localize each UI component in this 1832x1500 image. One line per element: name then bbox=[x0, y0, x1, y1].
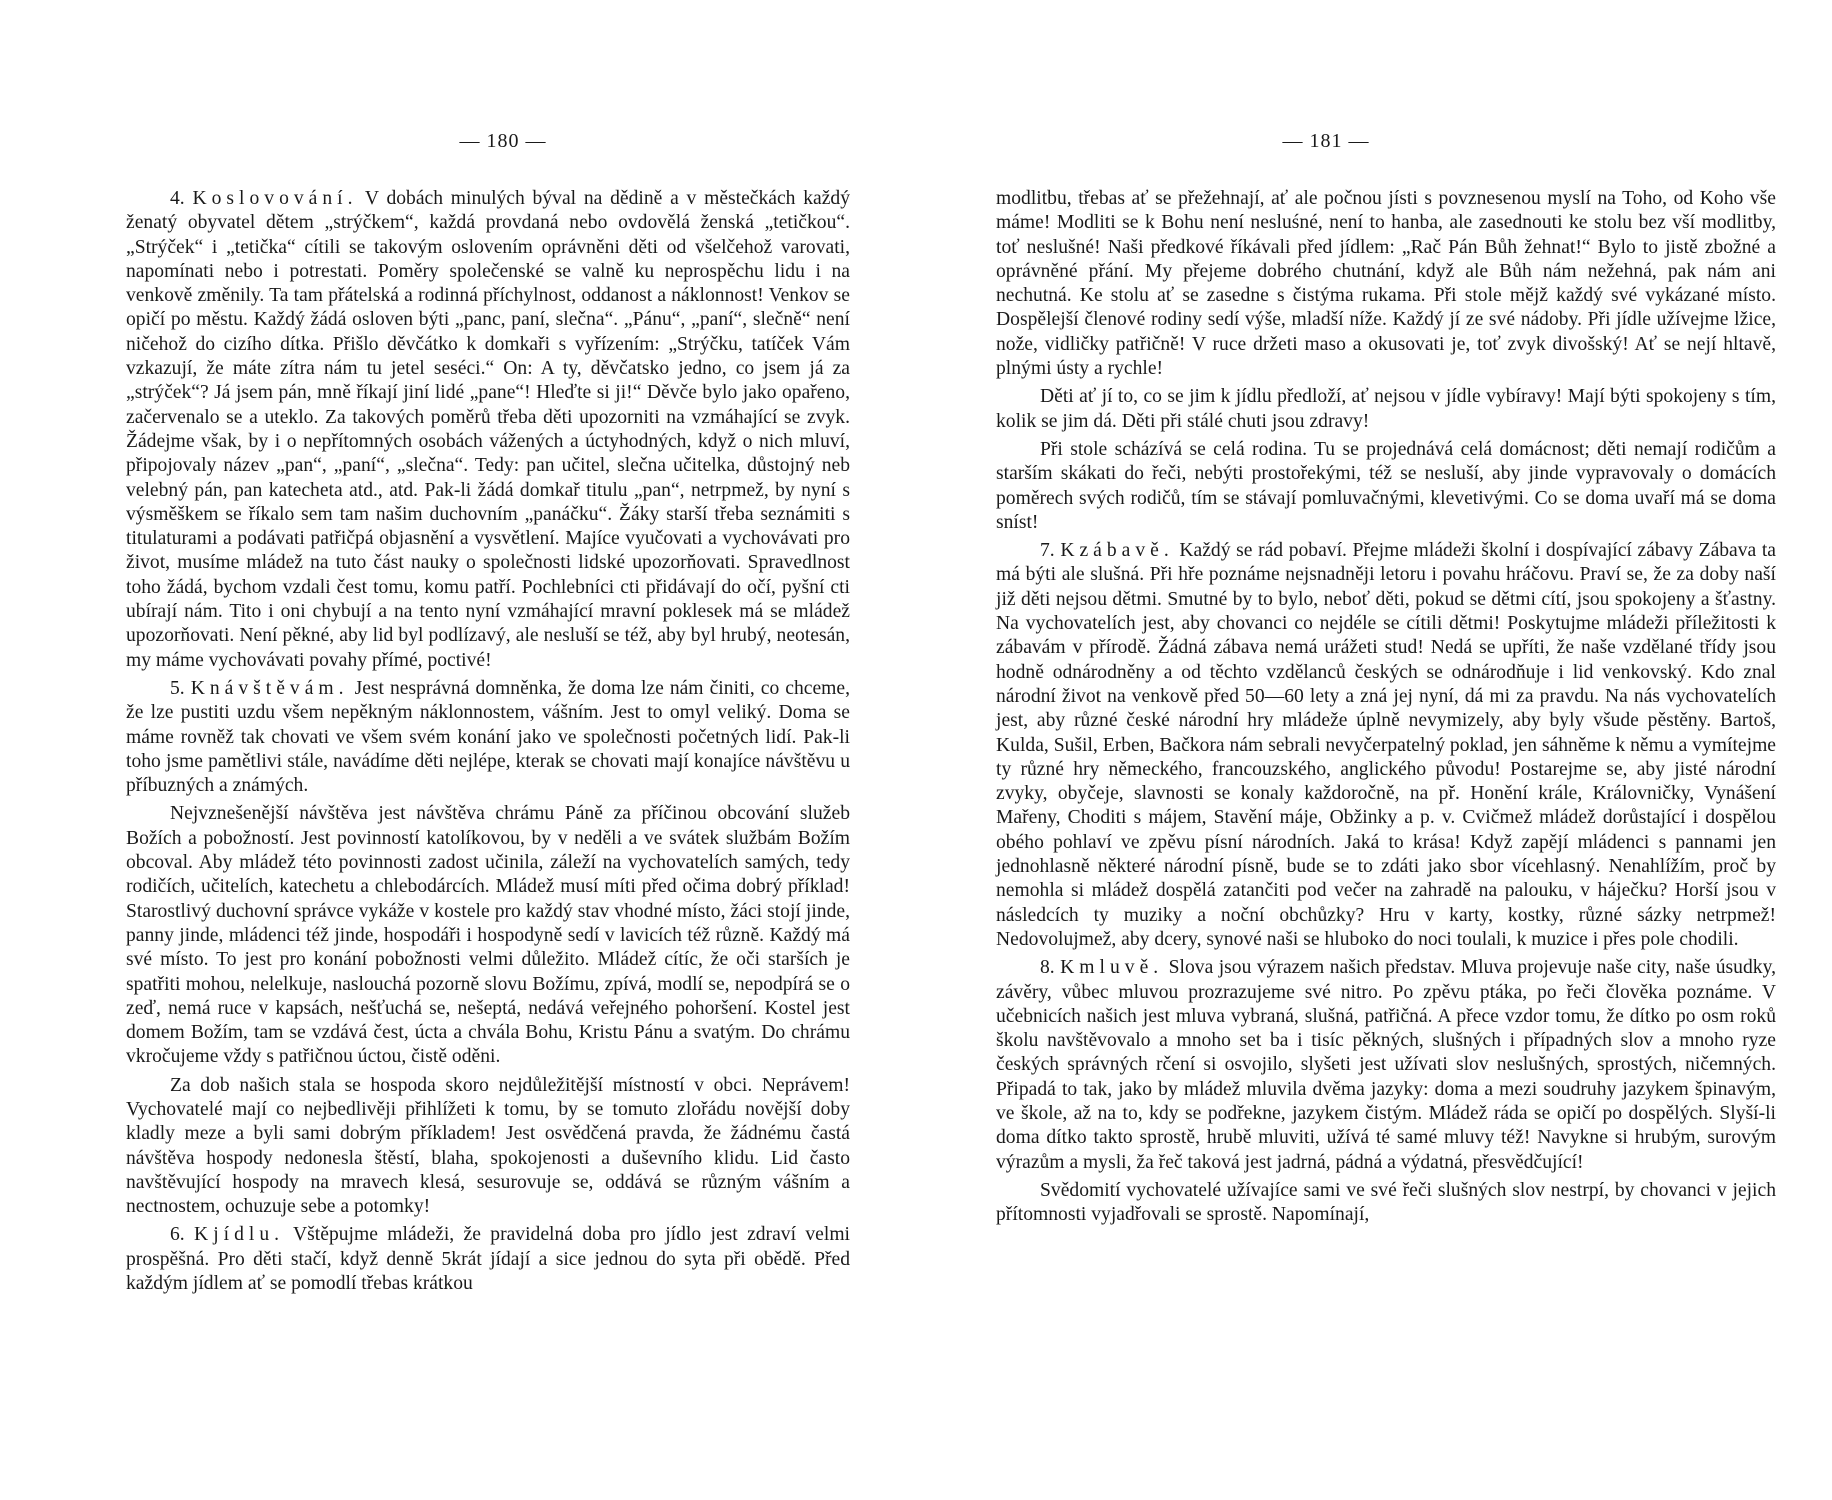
section-heading: Koslovování. bbox=[192, 188, 358, 209]
paragraph bbox=[996, 1179, 1776, 1228]
section-heading: Kmluvě. bbox=[1060, 957, 1164, 979]
section-number: 8. bbox=[1040, 957, 1061, 979]
section-heading: Knávštěvám. bbox=[190, 677, 349, 699]
paragraph-text: Slova jsou výrazem našich představ. Mluva projevuje naše city, naše úsudky, závěry, vůbec mluvou prozrazujeme své nitro. Po zpěvu ptáka, po řeči člověka poznáme. V učebnicích našich jest mluva vybraná, slušná, patřičná. A přece vzdor tomu, že dítko po osm roků školu navštěvovalo a mnoho set ba i tisíc pěkných, slušných i případných slov a mnoho ryze českých správných rčení si osvojilo, slyšeti jest užívati slov neslušných, sprostých, ničemných. Připadá to tak, jako by mládež mluvila dvěma jazyky: doma a mezi soudruhy jazykem špinavým, ve škole, až na to, kdy se podřekne, jazykem čistým. Mládež ráda se opičí po dospělých. Slyší-li doma dítko takto sprostě, hrubě mluviti, užívá té samé mluvy též! Navykne si hrubým, surovým výrazům a mysli, ža řeč taková jest jadrná, pádná a výdatná, přesvědčující! bbox=[996, 957, 1776, 1173]
page-number: — 181 — bbox=[1282, 130, 1370, 152]
paragraph bbox=[126, 677, 850, 798]
paragraph-text: Každý se rád pobaví. Přejme mládeži školní i dospívající zábavy Zábava ta má býti ale slušná. Při hře poznáme nejsnadněji letoru i povahu hráčovu. Praví se, že za doby naší již děti nejsou dětmi. Smutné by to bylo, neboť děti, pokud se dětmi cítí, jsou spokojeny a šťastny. Na vychovatelích jest, aby chovanci co nejdéle se cítili dětmi! Poskytujme mládeži příležitosti k zábavám v přírodě. Žádná zábava nemá urážeti stud! Nedá se upříti, že naše vzdělané třídy jsou hodně odnárodněny a od těchto vzdělanců českých se odnárodňuje i lid venkovský. Kdo znal národní život na venkově před 50—60 lety a zná jej nyní, dá mi za pravdu. Na nás vychovatelích jest, aby různé české národní hry mládeže úplně nevymizely, aby byly všude pěstěny. Bartoš, Kulda, Sušil, Erben, Bačkora nám sebrali nevyčerpatelný poklad, jen sáhněme k němu a vymítejme ty různé hry německého, francouzského, anglického původu! Postarejme se, aby jisté národní zvyky, obyčeje, slavnosti se konaly každoročně, na př. Honění krále, Královničky, Vynášení Mařeny, Choditi s májem, Stavění máje, Obžinky a p. v. Cvičmež mládež dorůstající i dospělou obého pohlaví ve zpěvu písní národních. Jaká to krása! Když zapějí mládenci s pannami jen jednohlasně některé národní písně, bude se to zdáti jako sbor vícehlasný. Nenahlížím, proč by nemohla si mládež dospělá zatančiti pod večer na zahradě na palouku, v háječku? Horší jsou v následcích ty muziky a noční obchůzky? Hru v karty, kostky, různé sázky netrpmež! Nedovolujmež, aby dcery, synové naši se hluboko do noci toulali, k muzice i přes pole chodili. bbox=[996, 540, 1777, 950]
section-number: 5. bbox=[170, 677, 191, 699]
paragraph bbox=[996, 187, 1776, 381]
paragraph-text: Jest nesprávná domněnka, že doma lze nám činiti, co chceme, že lze pustiti uzdu všem nepěkným náklonnostem, vášním. Jest to omyl veliký. Doma se máme rovněž tak chovati ve všem svém konání jako ve společnosti početných lidí. Pak-li toho jsme pamětlivi stále, navádíme děti nejlépe, kterak se chovati mají konajíce návštěvu u příbuzných a známých. bbox=[126, 677, 850, 797]
section-number: 4. bbox=[170, 188, 193, 209]
paragraph bbox=[996, 438, 1776, 535]
section-number: 7. bbox=[1040, 540, 1061, 562]
paragraph-text: Za dob našich stala se hospoda skoro nejdůležitější místností v obci. Neprávem! Vychovatelé mají co nejbedlivěji přihlížeti k tomu, by se tomuto zlořádu novější doby kladly meze a byli sami dobrým příkladem! Jest osvědčená pravda, že žádnému častá návštěva hospody nedonesla štěstí, blaha, spokojenosti a duševního klidu. Lid často navštěvující hospody na mravech klesá, sesurovuje se, oddává se různým vášním a nectnostem, ochuzuje sebe a potomky! bbox=[126, 1074, 850, 1218]
section-heading: Kjídlu. bbox=[194, 1224, 285, 1246]
paragraph-text: Vštěpujme mládeži, že pravidelná doba pro jídlo jest zdraví velmi prospěšná. Pro děti stačí, když denně 5krát jídají a sice jednou do syta při obědě. Před každým jídlem ať se pomodlí třebas krátkou bbox=[126, 1224, 850, 1295]
paragraph bbox=[126, 802, 850, 1069]
paragraph-text: V dobách minulých býval na dědině a v městečkách každý ženatý obyvatel dětem „strýčkem“, každá provdaná nebo ovdovělá ženská „tetičkou“. „Strýček“ i „tetička“ cítili se takovým oslovením oprávněni děti od všelčehož varovati, napomínati nebo i potrestati. Poměry společenské se valně ku neprospěchu lidu i na venkově změnily. Ta tam přátelská a rodinná příchylnost, oddanost a náklonnost! Venkov se opičí po městu. Každý žádá osloven býti „panc, paní, slečna“. „Pánu“, „paní“, slečně“ není ničehož do cizího dítka. Přišlo děvčátko k domkaři s vyřízením: „Strýčku, tatíček Vám vzkazují, že máte zítra nám tu jetel seséci.“ On: A ty, děvčatsko jedno, co jsem já za „strýček“? Já jsem pán, mně říkají jiní lidé „pane“! Hleďte si ji!“ Děvče bylo jako opařeno, začervenalo se a uteklo. Za takových poměrů třeba děti upozorniti na vzmáhající se zvyk. Žádejme však, by i o nepřítomných osobách vážených a úctyhodných, když o nich mluví, připojovaly název „pan“, „paní“, „slečna“. Tedy: pan učitel, slečna učitelka, důstojný neb velebný pán, pan katecheta atd., atd. Pak-li žádá domkař titulu „pan“, netrpmež, by nyní s výsměškem se říkalo sem tam našim duchovním „panáčku“. Žáky starší třeba seznámiti s titulaturami a podávati patřičpá objasnění a vysvětlení. Majíce vyučovati a vychovávati pro život, musíme mládež na tuto část nauky o společnosti lidské upozorňovati. Spravedlnost toho žádá, bychom vzdali čest tomu, komu patří. Pochlebníci cti přidávají do očí, pyšní cti ubírají nám. Tito i oni chybují a na tento nyní vzmáhající mravní poklesek má se mládež upozorňovati. Není pěkné, aby lid byl podlízavý, ale nesluší se též, aby byl hrubý, neotesán, my máme vychovávati povahy přímé, poctivé! bbox=[126, 188, 851, 671]
paragraph bbox=[126, 1223, 850, 1296]
page-number: — 180 — bbox=[459, 130, 547, 152]
paragraph bbox=[996, 956, 1776, 1175]
paragraph bbox=[996, 385, 1776, 434]
paragraph bbox=[996, 539, 1776, 952]
paragraph-text: Děti ať jí to, co se jim k jídlu předloží, ať nejsou v jídle vybíravy! Mají býti spokojeny s tím, kolik se jim dá. Děti při stálé chuti jsou zdravy! bbox=[996, 386, 1776, 432]
paragraph-text: Svědomití vychovatelé užívajíce sami ve své řeči slušných slov nestrpí, by chovanci v jejich přítomnosti vyjadřovali se sprostě. Napomínají, bbox=[996, 1179, 1776, 1226]
paragraph-text: modlitbu, třebas ať se přežehnají, ať ale počnou jísti s povznesenou myslí na Toho, od Koho vše máme! Modliti se k Bohu není nesluśné, není to hanba, ale zasednouti ke stolu bez vší modlitby, toť neslušné! Naši předkové říkávali před jídlem: „Rač Pán Bůh žehnat!“ Bylo to jistě zbožné a oprávněné přání. My přejeme dobrého chutnání, když ale Bůh nám nežehná, pak nám ani nechutná. Ke stolu ať se zasedne s čistýma rukama. Při stole mějž každý své vykázané místo. Dospělejší členové rodiny sedí výše, mladší níže. Každý jí ze své nádoby. Při jídle užívejme lžice, nože, vidličky patřičně! V ruce držeti maso a okusovati je, toť zvyk divošský! Ať se nejí hltavě, plnými ústy a rychle! bbox=[996, 188, 1776, 380]
paragraph bbox=[126, 187, 850, 673]
paragraph-text: Nejvznešenější návštěva jest návštěva chrámu Páně za příčinou obcování služeb Božích a pobožností. Jest povinností katolíkovou, by v neděli a ve svátek službám Božím obcoval. Aby mládež této povinnosti zadost učinila, záleží na vychovatelích samých, tedy rodičích, učitelích, katechetu a chlebodárcích. Mládež musí míti před očima dobrý příklad! Starostlivý duchovní správce vykáže v kostele pro každý stav vhodné místo, žáci stojí jinde, panny jinde, mládenci též jinde, hospodáři i hospodyně sedí v lavicích též různě. Každý má své místo. To jest pro konání pobožnosti velmi důležito. Mládež cítíc, že oči starších je spatřiti mohou, nelelkuje, naslouchá pozorně slovu Božímu, zpívá, modlí se, nepodpírá se o zeď, nemá ruce v kapsách, nešťuchá se, nešeptá, nedává veřejného pohoršení. Kostel jest domem Božím, tam se vzdává čest, úcta a chvála Bohu, Kristu Pánu a svatým. Do chrámu vkročujeme vždy s patřičnou úctou, čistě oděni. bbox=[126, 803, 850, 1068]
section-number: 6. bbox=[170, 1224, 195, 1246]
right-page bbox=[916, 0, 1832, 1500]
paragraph bbox=[126, 1074, 850, 1220]
section-heading: Kzábavě. bbox=[1060, 540, 1174, 562]
paragraph-text: Při stole scházívá se celá rodina. Tu se projednává celá domácnost; děti nemají rodičům a starším skákati do řeči, nebýti prostořekými, též se nesluší, aby jinde vypravovaly o domácích poměrech svých rodičů, tím se stávají pomluvačnými, klevetivými. Co se doma uvaří má se doma sníst! bbox=[996, 438, 1776, 533]
